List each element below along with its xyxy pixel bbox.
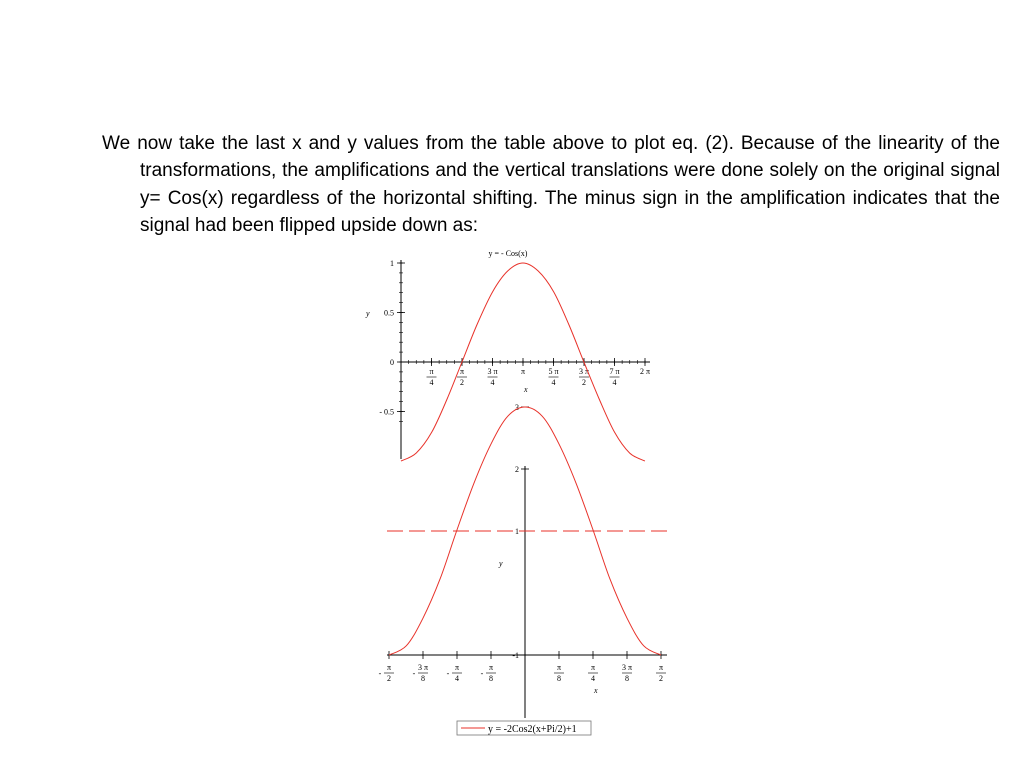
legend-label: y = -2Cos2(x+Pi/2)+1 [488,724,577,735]
chart1-xtick-label [640,367,650,376]
chart1-ytick-label: 0.5 [384,308,394,318]
chart2-xtick-label [413,663,428,683]
chart2-xtick-label [481,663,496,683]
chart2-xtick-label-den: 2 [659,674,663,683]
chart2-xtick-label-num: π [658,663,664,672]
chart2-ytick-label: 3 [515,403,519,412]
chart2-xtick-label-num: 3 π [417,663,429,672]
chart1-ytick-label: 1 [390,259,394,268]
chart1-xtick-label-den: 4 [551,378,556,387]
chart2-xtick-label-num: π [590,663,596,672]
chart1-xtick-label-den: 2 [582,378,586,387]
chart2-xtick-label-num: π [488,663,494,672]
chart2-xtick-label [554,663,564,683]
chart2-x-ticks [379,651,666,683]
chart1-xtick-label-den: 4 [429,378,434,387]
chart2-xtick-label-num: π [454,663,460,672]
chart2-ytick-label: 1 [515,527,519,536]
chart2-legend [457,721,591,735]
chart2-xtick-label-den: 8 [421,674,425,683]
chart2-xtick-label [588,663,598,683]
chart2-xtick-label-minus: - [446,669,450,678]
chart1-ytick-label: - 0.5 [379,407,394,417]
chart-neg-cos [360,246,650,461]
chart2-xtick-label [447,663,462,683]
chart2-xtick-label-minus: - [480,669,484,678]
chart1-xtick-label [427,367,437,387]
chart1-xtick-label-num: 7 π [609,367,620,376]
chart1-xtick-label-num: 3 π [487,367,498,376]
chart1-xtick-label [487,367,497,387]
chart1-y-label: y [366,309,370,318]
chart1-x-label: x [524,385,528,394]
chart2-y-label: y [499,559,503,568]
chart1-xtick-label-num: 2 π [639,367,651,376]
chart1-xtick-label-den: 4 [612,378,617,387]
chart1-xtick-label-num: 3 π [578,367,590,376]
chart2-xtick-label-den: 4 [591,674,595,683]
chart2-xtick-label-minus: - [378,669,382,678]
body-paragraph: We now take the last x and y values from the table above to plot eq. (2). Because of the linearity of the transformations, the amplifications and the vertical translations were done solely on the original signal y= Cos(x) regardless of the horizontal shifting. The minus sign in the amplification indicates that the signal had been flipped upside down as: [102,133,1000,237]
chart2-xtick-label-minus: - [412,669,416,678]
chart1-xtick-label-den: 4 [490,378,495,387]
chart1-ytick-label: 0 [390,358,394,367]
chart1-title: y = - Cos(x) [488,249,528,258]
chart2-xtick-label-num: π [556,663,562,672]
chart1-xtick-label-num: π [459,367,465,376]
chart1-xtick-label-num: π [429,367,434,376]
chart1-xtick-label-num: 5 π [548,367,559,376]
chart2-ytick-label: 2 [515,465,519,474]
chart1-xtick-label [548,367,558,387]
chart1-minor-ticks [399,263,645,421]
chart2-xtick-label [379,663,394,683]
chart2-xtick-label [622,663,632,683]
chart1-xtick-label [609,367,619,387]
chart1-xtick-label-num: π [520,367,526,376]
chart2-xtick-label-num: 3 π [621,663,633,672]
chart2-xtick-label-den: 2 [387,674,391,683]
chart2-xtick-label-den: 8 [625,674,629,683]
chart2-xtick-label-num: π [386,663,392,672]
chart1-xtick-label-den: 2 [460,378,464,387]
chart2-ytick-label: -1 [512,651,519,660]
chart2-xtick-label-den: 8 [557,674,561,683]
chart1-xtick-label [521,367,525,376]
chart2-xtick-label-den: 8 [489,674,493,683]
chart2-xtick-label-den: 4 [455,674,459,683]
chart2-x-label: x [594,686,598,695]
chart2-xtick-label [656,663,666,683]
